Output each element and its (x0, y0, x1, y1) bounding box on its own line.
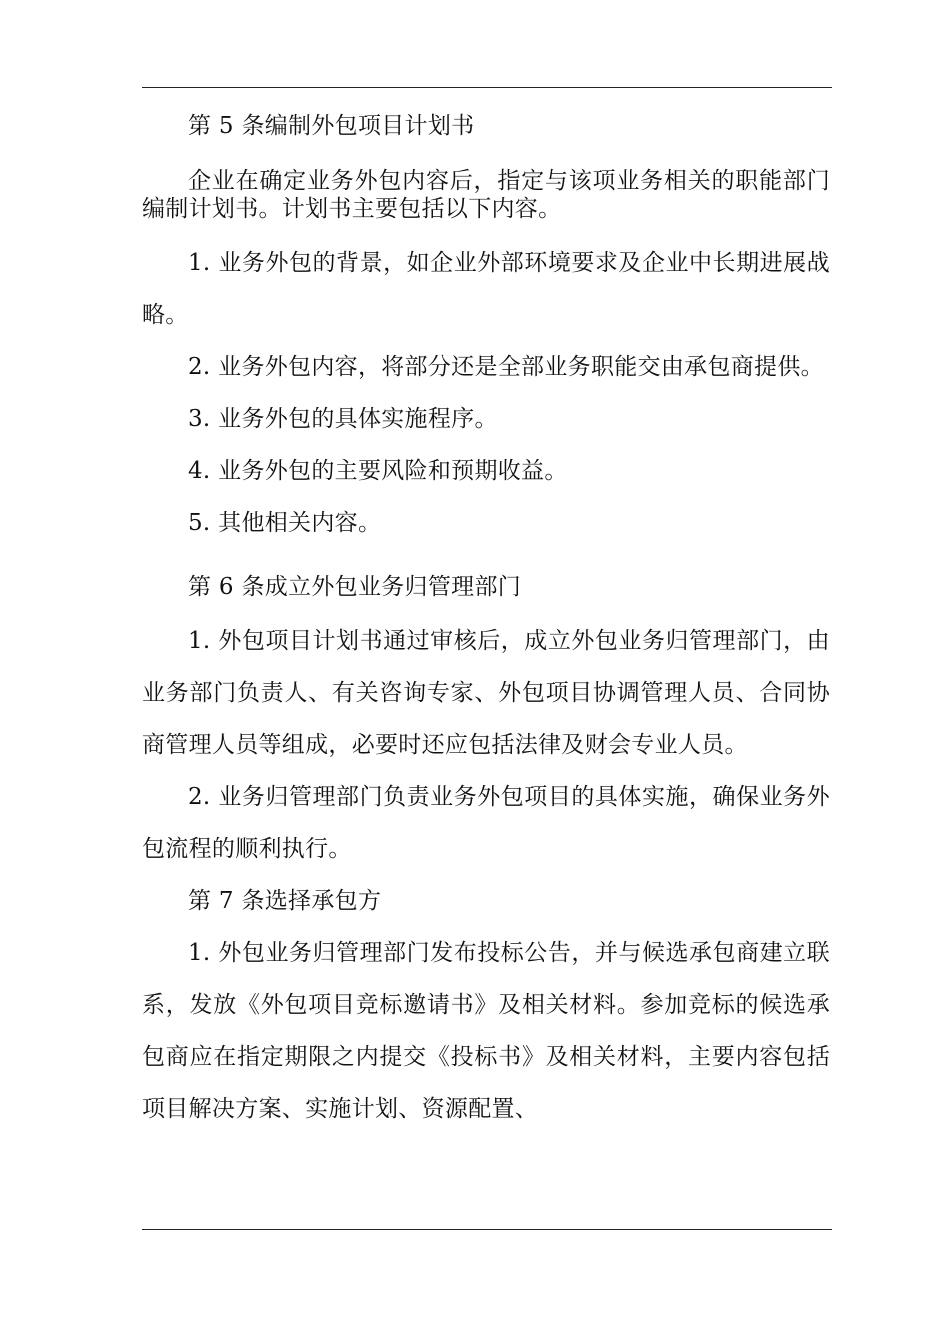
section-6-item-2: 2. 业务归管理部门负责业务外包项目的具体实施，确保业务外包流程的顺利执行。 (142, 784, 830, 862)
section-5-heading: 第 5 条编制外包项目计划书 (188, 113, 475, 139)
section-5-item-2: 2. 业务外包内容，将部分还是全部业务职能交由承包商提供。 (188, 354, 824, 380)
section-7-item-1: 1. 外包业务归管理部门发布投标公告，并与候选承包商建立联系，发放《外包项目竞标邀请书》及相关材料。参加竞标的候选承包商应在指定期限之内提交《投标书》及相关材料，主要内容包括项目解决方案、实施计划、资源配置、 (142, 940, 830, 1122)
section-5-item-5: 5. 其他相关内容。 (188, 510, 382, 536)
section-6-item-1: 1. 外包项目计划书通过审核后，成立外包业务归管理部门，由业务部门负责人、有关咨询专家、外包项目协调管理人员、合同协商管理人员等组成，必要时还应包括法律及财会专业人员。 (142, 628, 830, 758)
header-rule (142, 87, 832, 88)
section-6-heading: 第 6 条成立外包业务归管理部门 (188, 574, 522, 600)
section-5-item-1: 1. 业务外包的背景，如企业外部环境要求及企业中长期进展战略。 (142, 250, 830, 328)
section-5-intro: 企业在确定业务外包内容后，指定与该项业务相关的职能部门编制计划书。计划书主要包括以下内容。 (142, 168, 830, 222)
section-5-item-3: 3. 业务外包的具体实施程序。 (188, 406, 498, 432)
document-body (142, 112, 830, 1135)
footer-rule (142, 1229, 832, 1230)
section-7-heading: 第 7 条选择承包方 (188, 888, 382, 914)
section-5-item-4: 4. 业务外包的主要风险和预期收益。 (188, 458, 568, 484)
